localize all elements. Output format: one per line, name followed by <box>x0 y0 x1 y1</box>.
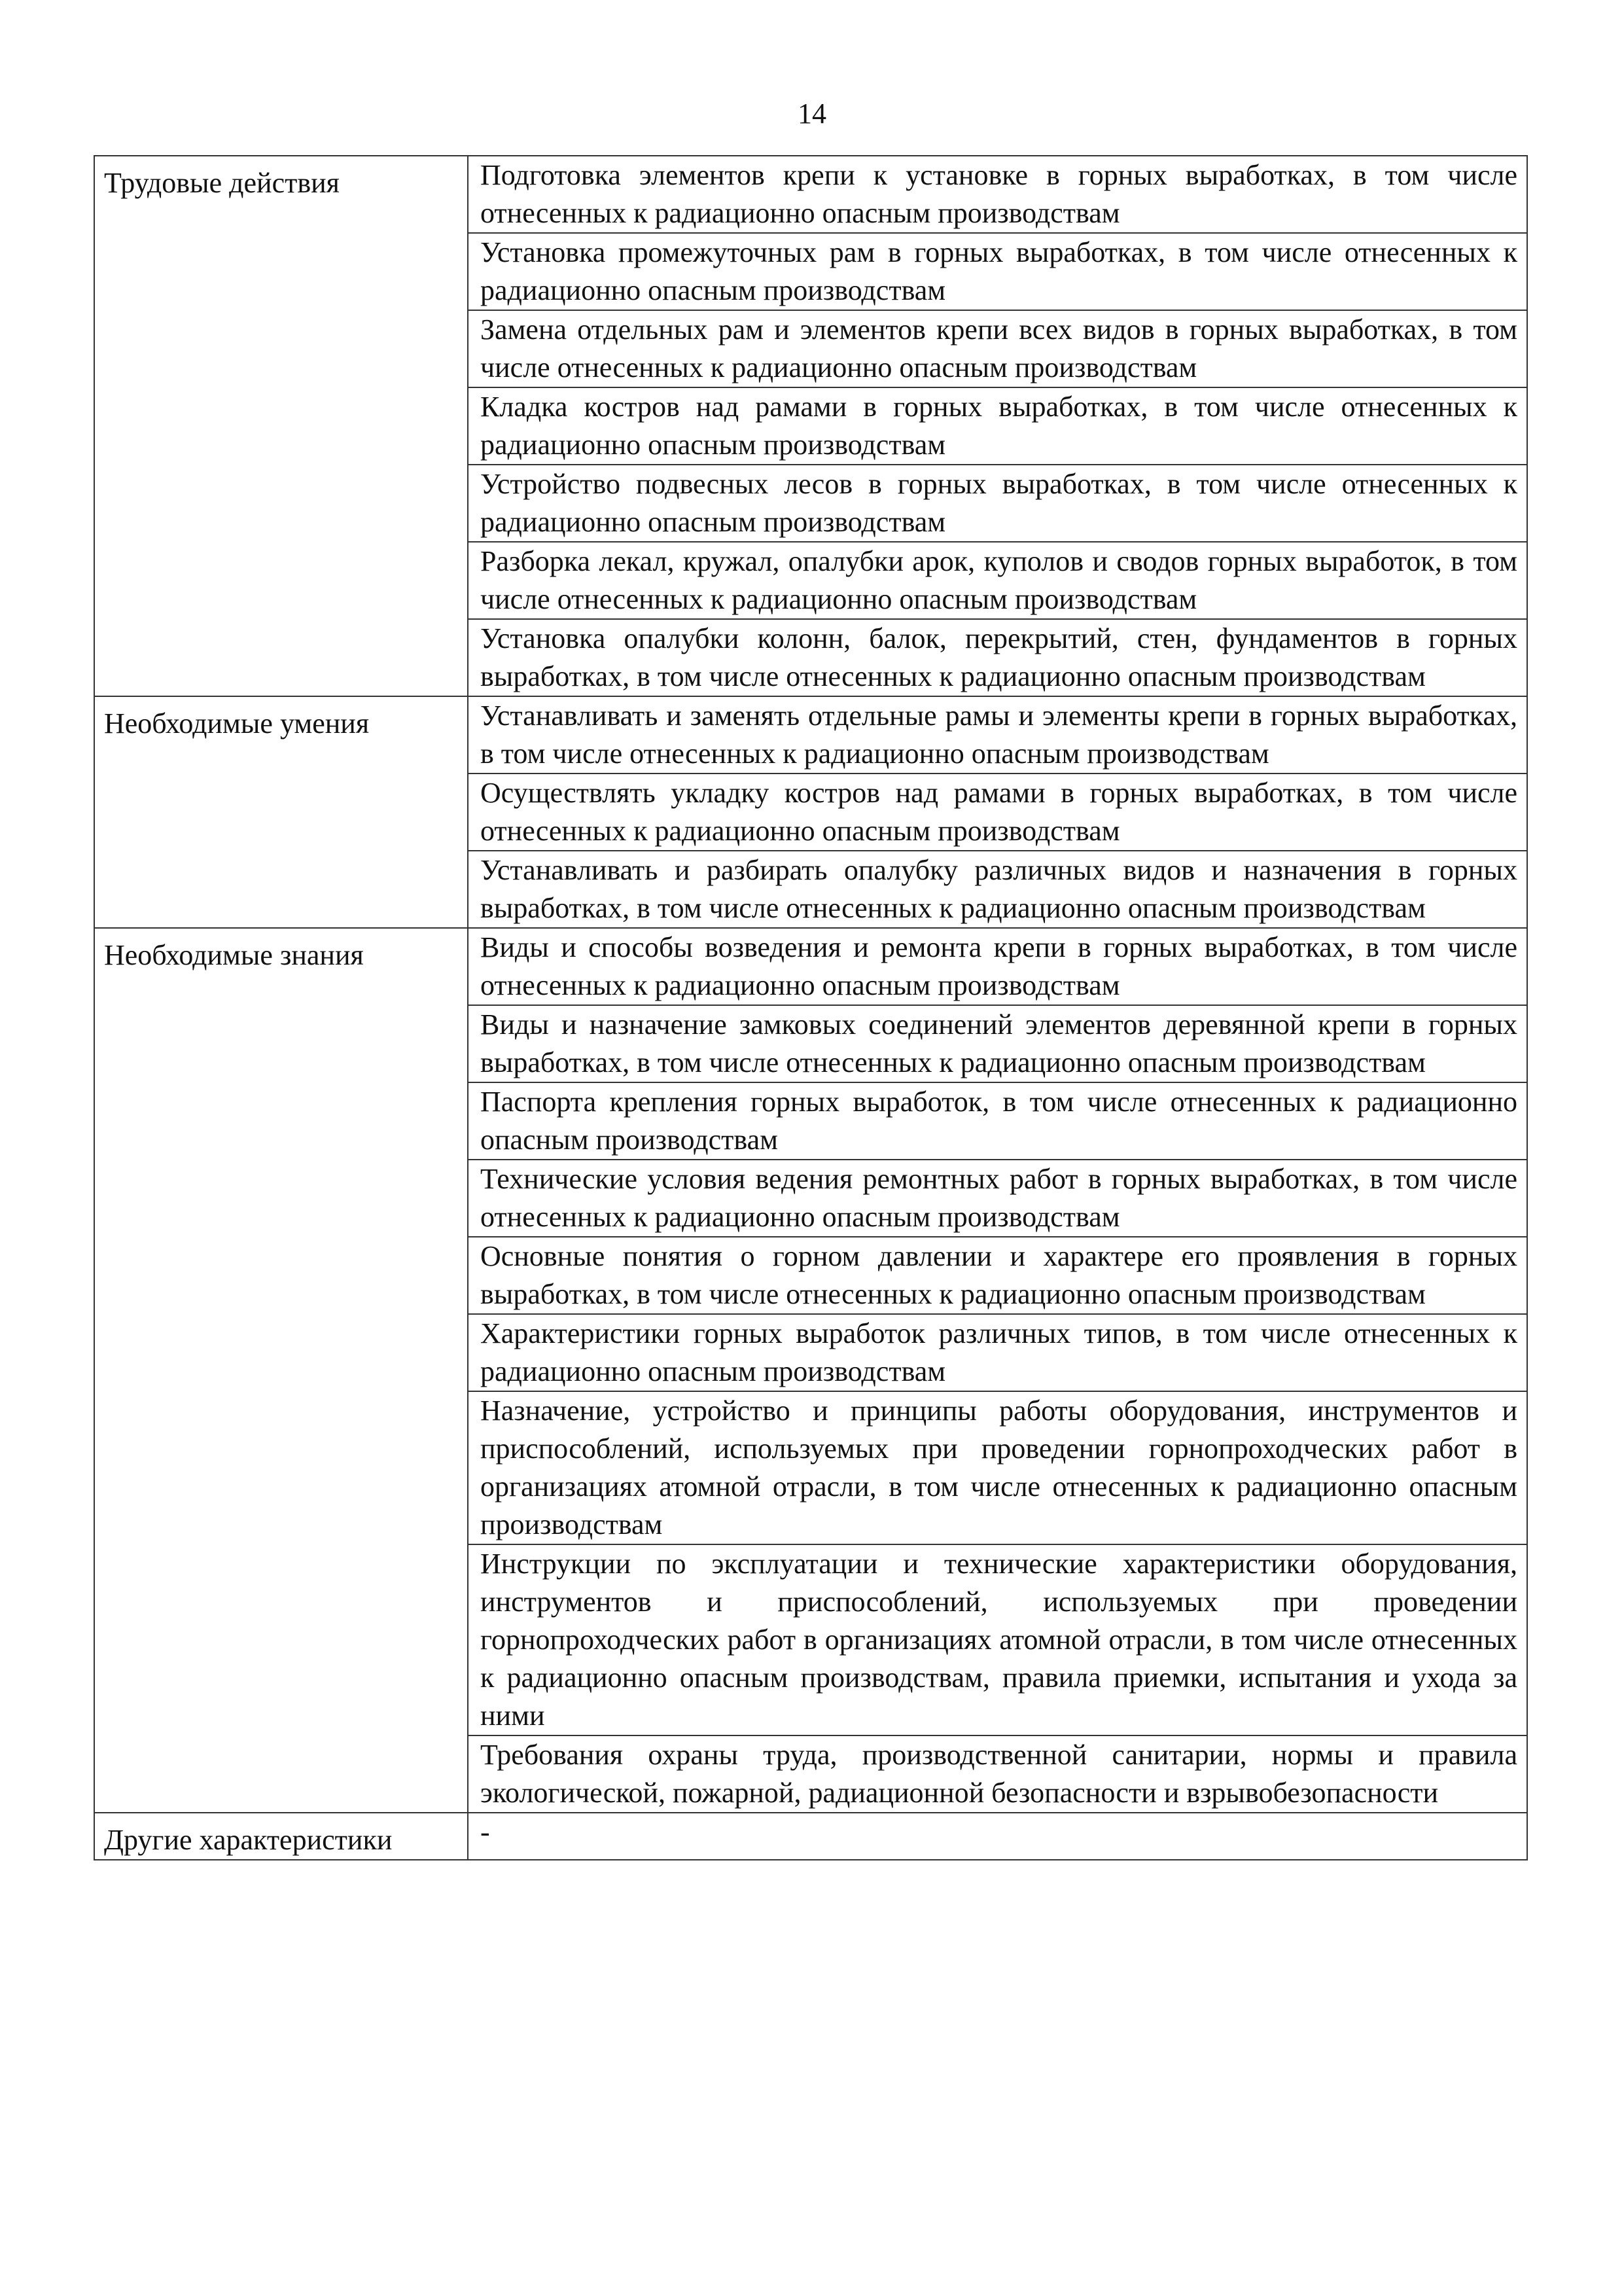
item-description: Установка промежуточных рам в горных выработках, в том числе отнесенных к радиационно опасным производствам <box>468 233 1527 310</box>
item-description: Виды и назначение замковых соединений элементов деревянной крепи в горных выработках, в том числе отнесенных к радиационно опасным производствам <box>468 1005 1527 1082</box>
section-label-labor-actions: Трудовые действия <box>94 156 468 696</box>
table-row <box>94 156 1527 233</box>
section-label-required-knowledge: Необходимые знания <box>94 928 468 1813</box>
section-label-required-skills: Необходимые умения <box>94 696 468 928</box>
item-description: Устройство подвесных лесов в горных выработках, в том числе отнесенных к радиационно опасным производствам <box>468 465 1527 542</box>
item-description: Технические условия ведения ремонтных работ в горных выработках, в том числе отнесенных к радиационно опасным производствам <box>468 1160 1527 1237</box>
item-description: Устанавливать и разбирать опалубку различных видов и назначения в горных выработках, в том числе отнесенных к радиационно опасным производствам <box>468 851 1527 928</box>
item-description: Паспорта крепления горных выработок, в том числе отнесенных к радиационно опасным производствам <box>468 1082 1527 1160</box>
item-description: Назначение, устройство и принципы работы оборудования, инструментов и приспособлений, используемых при проведении горнопроходческих работ в организациях атомной отрасли, в том числе отнесенных к радиационно опасным производствам <box>468 1391 1527 1544</box>
table-row <box>94 696 1527 774</box>
page-number: 14 <box>798 98 826 130</box>
table-body <box>94 156 1527 1860</box>
table-row <box>94 928 1527 1005</box>
item-description: Виды и способы возведения и ремонта крепи в горных выработках, в том числе отнесенных к радиационно опасным производствам <box>468 928 1527 1005</box>
characteristics-table <box>94 155 1528 1860</box>
item-description: Инструкции по эксплуатации и технические характеристики оборудования, инструментов и приспособлений, используемых при проведении горнопроходческих работ в организациях атомной отрасли, в том числе отнесенных к радиационно опасным производствам, правила приемки, испытания и ухода за ними <box>468 1544 1527 1735</box>
item-description: Основные понятия о горном давлении и характере его проявления в горных выработках, в том числе отнесенных к радиационно опасным производствам <box>468 1237 1527 1314</box>
item-description: Осуществлять укладку костров над рамами в горных выработках, в том числе отнесенных к радиационно опасным производствам <box>468 774 1527 851</box>
section-label-other-characteristics: Другие характеристики <box>94 1813 468 1860</box>
item-description: - <box>468 1813 1527 1860</box>
item-description: Характеристики горных выработок различных типов, в том числе отнесенных к радиационно опасным производствам <box>468 1314 1527 1391</box>
item-description: Устанавливать и заменять отдельные рамы и элементы крепи в горных выработках, в том числе отнесенных к радиационно опасным производствам <box>468 696 1527 774</box>
item-description: Кладка костров над рамами в горных выработках, в том числе отнесенных к радиационно опасным производствам <box>468 387 1527 465</box>
item-description: Установка опалубки колонн, балок, перекрытий, стен, фундаментов в горных выработках, в том числе отнесенных к радиационно опасным производствам <box>468 619 1527 696</box>
item-description: Требования охраны труда, производственной санитарии, нормы и правила экологической, пожарной, радиационной безопасности и взрывобезопасности <box>468 1735 1527 1813</box>
item-description: Подготовка элементов крепи к установке в горных выработках, в том числе отнесенных к радиационно опасным производствам <box>468 156 1527 233</box>
item-description: Разборка лекал, кружал, опалубки арок, куполов и сводов горных выработок, в том числе отнесенных к радиационно опасным производствам <box>468 542 1527 619</box>
table-row <box>94 1813 1527 1860</box>
item-description: Замена отдельных рам и элементов крепи всех видов в горных выработках, в том числе отнесенных к радиационно опасным производствам <box>468 310 1527 387</box>
